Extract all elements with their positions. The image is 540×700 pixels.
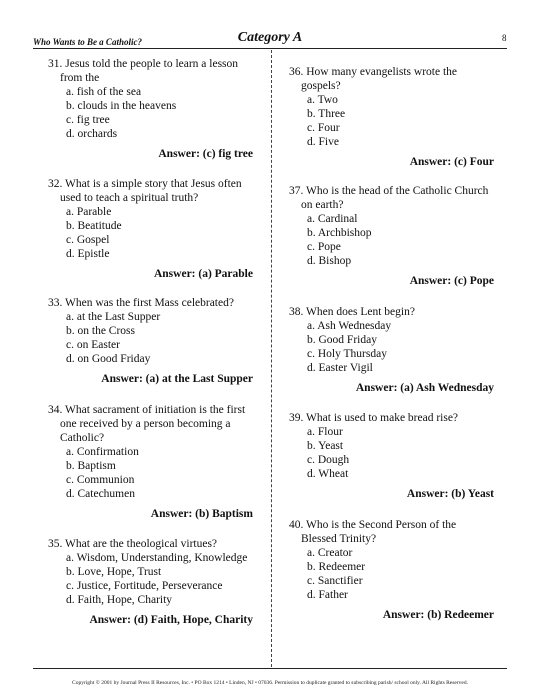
question-33	[48, 296, 253, 386]
question-31	[48, 57, 253, 161]
answer: Answer: (d) Faith, Hope, Charity	[89, 614, 253, 626]
option-c: c. Dough	[307, 454, 350, 466]
question-options	[307, 93, 494, 149]
question-options	[66, 205, 253, 261]
option-d: d. Bishop	[307, 255, 352, 267]
option-c: c. Justice, Fortitude, Perseverance	[66, 580, 223, 592]
option-d: d. Epistle	[66, 248, 110, 260]
question-options	[66, 85, 253, 141]
option-c: c. Four	[307, 122, 340, 134]
option-c: c. Sanctifier	[307, 575, 363, 587]
question-36	[289, 65, 494, 169]
option-b: b. Baptism	[66, 460, 116, 472]
option-d: d. Faith, Hope, Charity	[66, 594, 173, 606]
question-options	[307, 546, 494, 602]
question-stem: 40. Who is the Second Person of the Blessed Trinity?	[289, 519, 457, 545]
question-stem: 32. What is a simple story that Jesus often used to teach a spiritual truth?	[48, 178, 242, 204]
option-c: c. Gospel	[66, 234, 110, 246]
answer: Answer: (a) Parable	[153, 268, 253, 280]
question-stem: 34. What sacrament of initiation is the first one received by a person becoming a Catholic?	[48, 404, 246, 444]
option-d: d. Father	[307, 589, 348, 601]
category-title: Category A	[237, 30, 303, 45]
copyright-footer: Copyright © 2001 by Journal Press II Resources, Inc. • PO Box 1214 • Linden, NJ • 07036. Permission to duplicate granted to subscribing parish/ school only. All Rights Reserved.	[72, 680, 468, 686]
option-b: b. Good Friday	[307, 334, 377, 346]
option-a: a. at the Last Supper	[66, 311, 161, 323]
answer: Answer: (c) Pope	[409, 275, 494, 287]
question-options	[307, 425, 494, 481]
question-stem: 36. How many evangelists wrote the gospels?	[289, 66, 457, 92]
option-b: b. Yeast	[307, 440, 344, 452]
option-d: d. Catechumen	[66, 488, 135, 500]
question-stem: 35. What are the theological virtues?	[48, 538, 218, 550]
option-a: a. Parable	[66, 206, 112, 218]
option-b: b. Love, Hope, Trust	[66, 566, 162, 578]
option-a: a. fish of the sea	[66, 86, 142, 98]
option-a: a. Two	[307, 94, 338, 106]
question-options	[307, 319, 494, 375]
option-d: d. orchards	[66, 128, 118, 140]
question-stem: 37. Who is the head of the Catholic Church on earth?	[289, 185, 489, 211]
option-d: d. Five	[307, 136, 339, 148]
answer: Answer: (c) Four	[409, 156, 494, 168]
answer: Answer: (b) Baptism	[150, 508, 253, 520]
option-b: b. Beatitude	[66, 220, 122, 232]
question-32	[48, 177, 253, 281]
option-a: a. Cardinal	[307, 213, 358, 225]
option-b: b. on the Cross	[66, 325, 135, 337]
column-divider	[271, 50, 272, 667]
question-options	[66, 445, 253, 501]
question-40	[289, 518, 494, 622]
page-number: 8	[502, 33, 507, 43]
answer: Answer: (c) fig tree	[158, 148, 253, 160]
option-d: d. Wheat	[307, 468, 349, 480]
question-34	[48, 403, 253, 521]
option-a: a. Confirmation	[66, 446, 139, 458]
question-options	[307, 212, 494, 268]
option-c: c. Pope	[307, 241, 341, 253]
question-stem: 33. When was the first Mass celebrated?	[48, 297, 234, 309]
option-c: c. on Easter	[66, 339, 120, 351]
option-c: c. fig tree	[66, 114, 110, 126]
footer-rule	[33, 668, 507, 669]
option-d: d. on Good Friday	[66, 353, 151, 365]
question-stem: 31. Jesus told the people to learn a lesson from the	[48, 58, 239, 84]
book-title: Who Wants to Be a Catholic?	[33, 37, 142, 47]
option-c: c. Communion	[66, 474, 135, 486]
question-38	[289, 305, 494, 395]
option-a: a. Ash Wednesday	[307, 320, 392, 332]
option-a: a. Creator	[307, 547, 353, 559]
option-c: c. Holy Thursday	[307, 348, 387, 360]
header-rule	[33, 48, 507, 49]
question-39	[289, 411, 494, 501]
option-b: b. clouds in the heavens	[66, 100, 177, 112]
option-b: b. Redeemer	[307, 561, 366, 573]
question-options	[66, 551, 253, 607]
question-options	[66, 310, 253, 366]
option-d: d. Easter Vigil	[307, 362, 373, 374]
question-35	[48, 537, 253, 627]
answer: Answer: (b) Redeemer	[382, 609, 494, 621]
question-37	[289, 184, 494, 288]
answer: Answer: (a) at the Last Supper	[101, 373, 253, 385]
question-stem: 39. What is used to make bread rise?	[289, 412, 459, 424]
question-stem: 38. When does Lent begin?	[289, 306, 415, 318]
option-a: a. Wisdom, Understanding, Knowledge	[66, 552, 248, 564]
answer: Answer: (b) Yeast	[406, 488, 494, 500]
option-a: a. Flour	[307, 426, 343, 438]
option-b: b. Three	[307, 108, 346, 120]
answer: Answer: (a) Ash Wednesday	[355, 382, 494, 394]
option-b: b. Archbishop	[307, 227, 372, 239]
